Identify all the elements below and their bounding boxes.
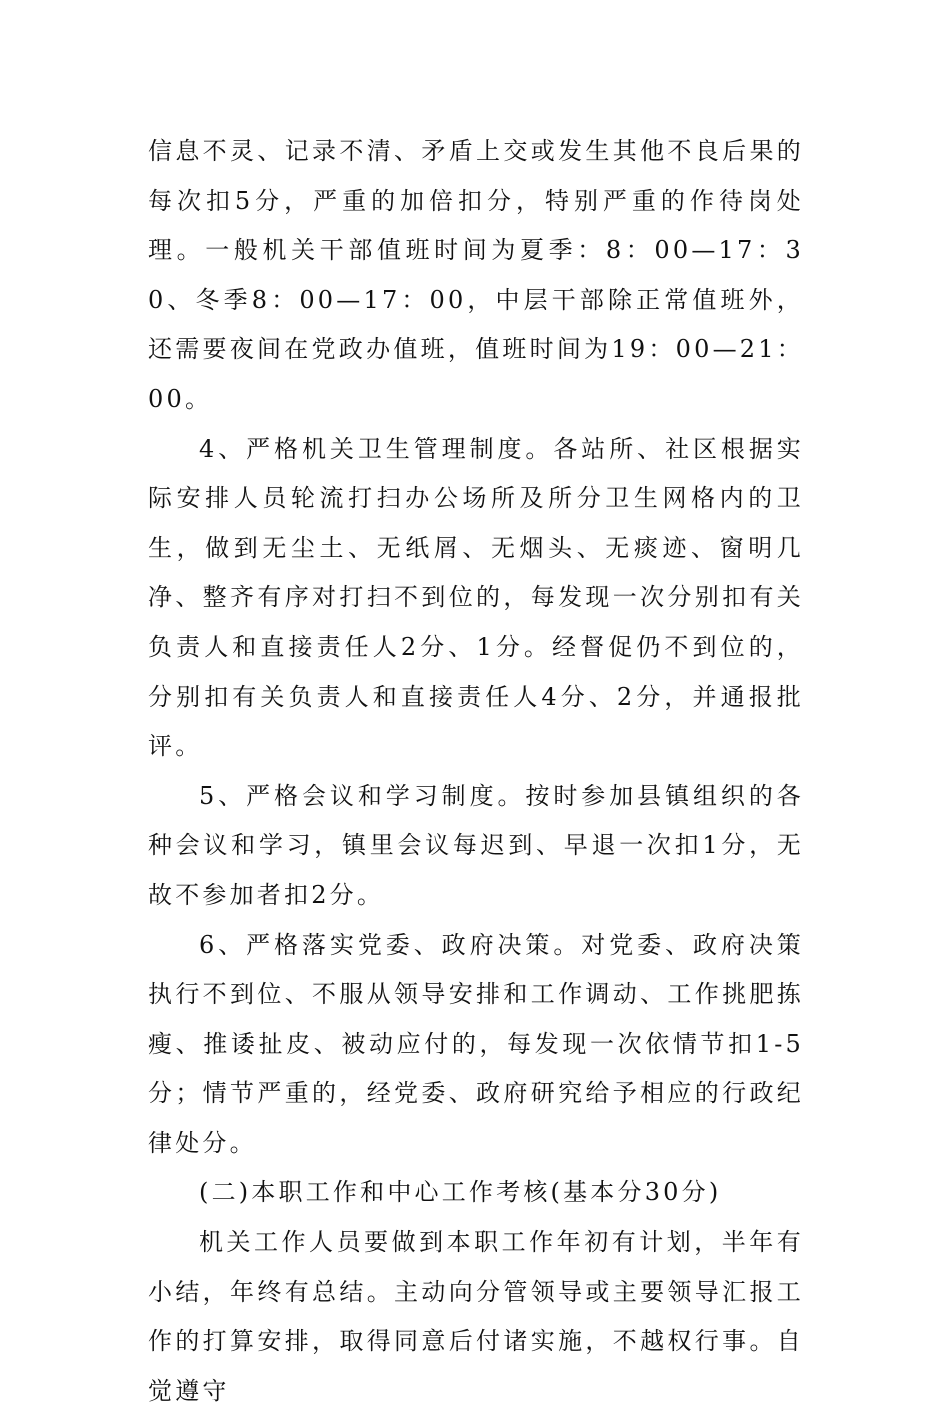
paragraph-meeting-rule: 5、严格会议和学习制度。按时参加县镇组织的各种会议和学习，镇里会议每迟到、早退一次扣1分，无故不参加者扣2分。 [148,781,804,909]
paragraph-work-assessment: 机关工作人员要做到本职工作年初有计划，半年有小结，年终有总结。主动向分管领导或主要领导汇报工作的打算安排，取得同意后付诸实施，不越权行事。自觉遵守 [148,1228,804,1405]
paragraph-duty-continued: 信息不灵、记录不清、矛盾上交或发生其他不良后果的每次扣5分，严重的加倍扣分，特别严重的作待岗处理。一般机关干部值班时间为夏季：8：00—17：30、冬季8：00—17：00，中层干部除正常值班外，还需要夜间在党政办值班，值班时间为19：00—21：00。 [148,137,804,413]
paragraph-policy-rule: 6、严格落实党委、政府决策。对党委、政府决策执行不到位、不服从领导安排和工作调动、工作挑肥拣瘦、推诿扯皮、被动应付的，每发现一次依情节扣1-5分；情节严重的，经党委、政府研究给予相应的行政纪律处分。 [148,930,804,1157]
document-body [148,127,804,1416]
paragraph-hygiene-rule: 4、严格机关卫生管理制度。各站所、社区根据实际安排人员轮流打扫办公场所及所分卫生网格内的卫生，做到无尘土、无纸屑、无烟头、无痰迹、窗明几净、整齐有序对打扫不到位的，每发现一次分别扣有关负责人和直接责任人2分、1分。经督促仍不到位的，分别扣有关负责人和直接责任人4分、2分，并通报批评。 [148,434,804,761]
section-heading-work-assessment: (二)本职工作和中心工作考核(基本分30分) [199,1178,722,1207]
